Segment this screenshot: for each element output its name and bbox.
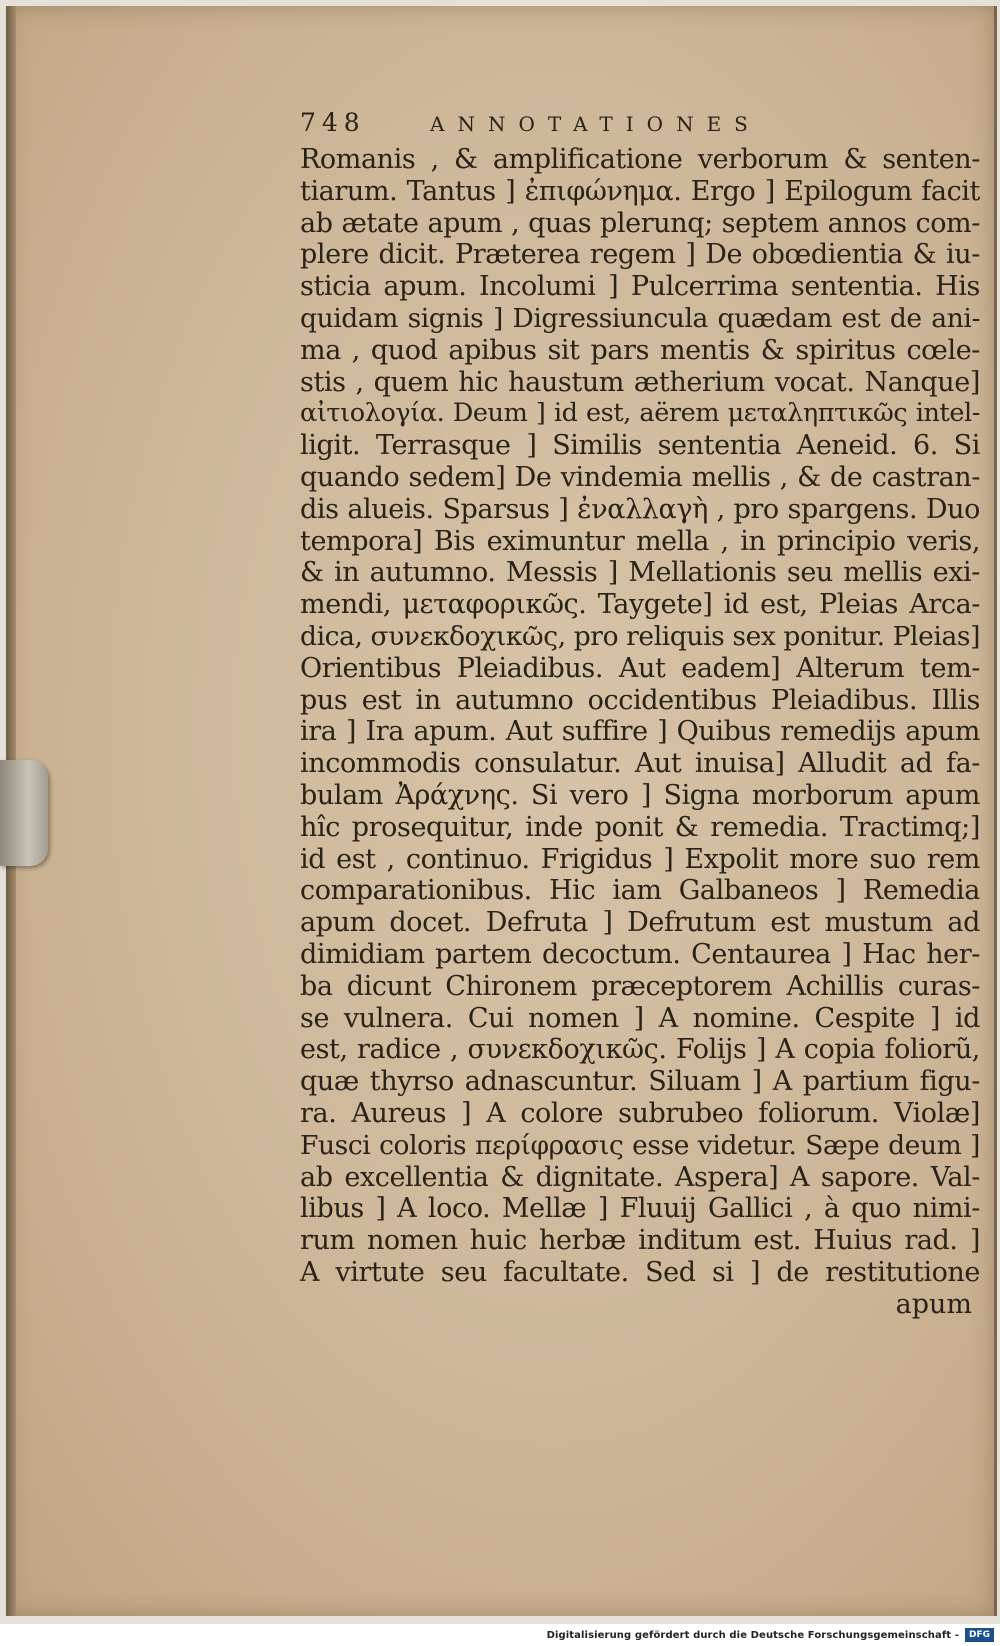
text-line: Orientibus Pleiadibus. Aut eadem] Alterum tem- bbox=[300, 652, 980, 684]
text-lines bbox=[300, 144, 980, 1289]
text-line: ba dicunt Chironem præceptorem Achillis curas- bbox=[300, 970, 980, 1002]
text-line: bulam Ἀράχνης. Si vero ] Signa morborum apum bbox=[300, 779, 980, 811]
page-text-block bbox=[300, 108, 980, 1321]
text-line: apum docet. Defruta ] Defrutum est mustum ad bbox=[300, 907, 980, 939]
text-line: rum nomen huic herbæ inditum est. Huius rad. ] bbox=[300, 1225, 980, 1257]
text-line: sticia apum. Incolumi ] Pulcerrima sententia. His bbox=[300, 271, 980, 303]
text-line: Romanis , & amplificatione verborum & senten- bbox=[300, 144, 980, 175]
catchword: apum bbox=[895, 1288, 972, 1320]
text-line: se vulnera. Cui nomen ] A nomine. Cespite ] id bbox=[300, 1002, 980, 1034]
bookmark-clip bbox=[0, 760, 48, 866]
text-line: ira ] Ira apum. Aut suffire ] Quibus remedijs apum bbox=[300, 716, 980, 748]
text-line: Fusci coloris περίφρασις esse videtur. Sæpe deum ] bbox=[300, 1129, 980, 1161]
running-head bbox=[300, 108, 980, 144]
page-number: 748 bbox=[300, 108, 366, 137]
text-line: quæ thyrso adnascuntur. Siluam ] A partium figu- bbox=[300, 1066, 980, 1098]
text-line: comparationibus. Hic iam Galbaneos ] Remedia bbox=[300, 875, 980, 907]
text-line: id est , continuo. Frigidus ] Expolit more suo rem bbox=[300, 843, 980, 875]
text-line: αἰτιολογία. Deum ] id est, aërem μεταληπτικῶς intel- bbox=[300, 398, 980, 429]
text-line: dica, συνεκδοχικῶς, pro reliquis sex ponitur. Pleias] bbox=[300, 620, 981, 652]
text-line: est, radice , συνεκδοχικῶς. Folijs ] A copia foliorũ, bbox=[300, 1034, 980, 1066]
text-line: libus ] A loco. Mellæ ] Fluuij Gallici , à quo nimi- bbox=[300, 1193, 980, 1225]
text-line: hîc prosequitur, inde ponit & remedia. Tractimq;] bbox=[300, 811, 980, 843]
text-line: & in autumno. Messis ] Mellationis seu mellis exi- bbox=[300, 557, 980, 589]
footer-credit: Digitalisierung gefördert durch die Deutsche Forschungsgemeinschaft - bbox=[546, 1629, 959, 1641]
text-line: quando sedem] De vindemia mellis , & de castran- bbox=[300, 461, 980, 493]
text-line: tiarum. Tantus ] ἐπιφώνημα. Ergo ] Epilogum facit bbox=[300, 175, 980, 207]
text-line: mendi, μεταφορικῶς. Taygete] id est, Pleias Arca- bbox=[300, 589, 980, 621]
text-line: quidam signis ] Digressiuncula quædam est de ani- bbox=[300, 302, 980, 334]
text-line: stis , quem hic haustum ætherium vocat. Nanque] bbox=[300, 366, 980, 398]
dfg-logo: DFG bbox=[965, 1628, 994, 1642]
text-line: pus est in autumno occidentibus Pleiadibus. Illis bbox=[300, 684, 980, 716]
text-line: ligit. Terrasque ] Similis sententia Aeneid. 6. Si bbox=[300, 430, 980, 462]
text-line: tempora] Bis eximuntur mella , in principio veris, bbox=[300, 525, 980, 557]
text-line: ra. Aureus ] A colore subrubeo foliorum. Violæ] bbox=[300, 1097, 980, 1129]
text-line: dimidiam partem decoctum. Centaurea ] Hac her- bbox=[300, 938, 980, 970]
text-line: plere dicit. Præterea regem ] De obœdientia & iu- bbox=[300, 239, 980, 271]
text-line: dis alueis. Sparsus ] ἐναλλαγὴ , pro spargens. Duo bbox=[300, 493, 980, 525]
running-head-title: ANNOTATIONES bbox=[430, 112, 761, 136]
text-line: ma , quod apibus sit pars mentis & spiritus cœle- bbox=[300, 334, 980, 366]
text-line: incommodis consulatur. Aut inuisa] Alludit ad fa- bbox=[300, 748, 980, 780]
text-line: ab excellentia & dignitate. Aspera] A sapore. Val- bbox=[300, 1161, 980, 1193]
footer-bar bbox=[0, 1624, 1000, 1646]
text-line: ab ætate apum , quas plerunq; septem annos com- bbox=[300, 207, 980, 239]
text-line: A virtute seu facultate. Sed si ] de restitutione bbox=[300, 1256, 980, 1288]
